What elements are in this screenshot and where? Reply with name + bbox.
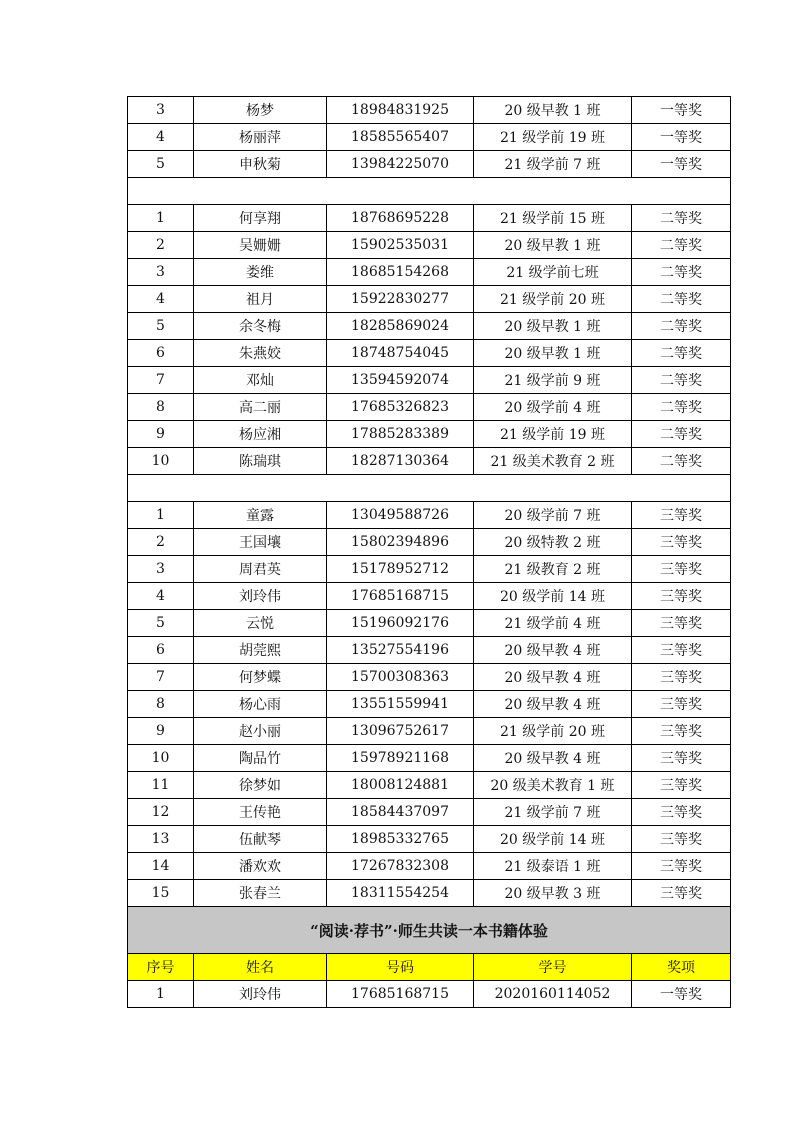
- cell-phone: 13096752617: [327, 718, 474, 745]
- table-row: [128, 718, 731, 745]
- table-row: [128, 826, 731, 853]
- table-row: [128, 502, 731, 529]
- table-row: [128, 664, 731, 691]
- cell-award: 二等奖: [632, 367, 731, 394]
- cell-name: 杨丽萍: [194, 124, 327, 151]
- blank-separator-row: [128, 178, 731, 205]
- cell-name: 邓灿: [194, 367, 327, 394]
- cell-award: 一等奖: [632, 124, 731, 151]
- cell-name: 胡莞熙: [194, 637, 327, 664]
- cell-award: 二等奖: [632, 205, 731, 232]
- cell-class: 21 级教育 2 班: [474, 556, 632, 583]
- table-row: [128, 313, 731, 340]
- cell-name: 张春兰: [194, 880, 327, 907]
- cell-award: 三等奖: [632, 610, 731, 637]
- award-table-body: [128, 97, 731, 1008]
- cell-award: 二等奖: [632, 340, 731, 367]
- cell-number: 12: [128, 799, 194, 826]
- cell-award: 二等奖: [632, 286, 731, 313]
- cell-number: 1: [128, 205, 194, 232]
- cell-number: 8: [128, 394, 194, 421]
- cell-phone: 15700308363: [327, 664, 474, 691]
- cell-class: 20 级学前 14 班: [474, 583, 632, 610]
- cell-number: 7: [128, 664, 194, 691]
- table-row: [128, 799, 731, 826]
- cell-number: 4: [128, 583, 194, 610]
- cell-phone: 17885283389: [327, 421, 474, 448]
- cell-award: 三等奖: [632, 691, 731, 718]
- table-row: [128, 529, 731, 556]
- cell-name: 刘玲伟: [194, 583, 327, 610]
- cell-name: 伍献琴: [194, 826, 327, 853]
- table-row: [128, 97, 731, 124]
- cell-name: 杨应湘: [194, 421, 327, 448]
- cell-phone: 17685168715: [327, 981, 474, 1008]
- cell-award: 三等奖: [632, 799, 731, 826]
- cell-phone: 15178952712: [327, 556, 474, 583]
- cell-number: 2: [128, 529, 194, 556]
- cell-phone: 18311554254: [327, 880, 474, 907]
- cell-award: 三等奖: [632, 556, 731, 583]
- cell-phone: 13551559941: [327, 691, 474, 718]
- table-row: [128, 880, 731, 907]
- cell-number: 6: [128, 637, 194, 664]
- cell-class: 20 级早教 3 班: [474, 880, 632, 907]
- cell-number: 3: [128, 97, 194, 124]
- cell-name: 赵小丽: [194, 718, 327, 745]
- table-row: [128, 556, 731, 583]
- cell-class: 20 级学前 4 班: [474, 394, 632, 421]
- table-row: [128, 394, 731, 421]
- cell-name: 陶品竹: [194, 745, 327, 772]
- cell-phone: 15802394896: [327, 529, 474, 556]
- cell-class: 20 级特教 2 班: [474, 529, 632, 556]
- cell-number: 15: [128, 880, 194, 907]
- cell-award: 二等奖: [632, 313, 731, 340]
- cell-phone: 15978921168: [327, 745, 474, 772]
- cell-award: 一等奖: [632, 151, 731, 178]
- cell-class: 21 级学前 7 班: [474, 799, 632, 826]
- table-row: [128, 232, 731, 259]
- cell-class: 20 级学前 7 班: [474, 502, 632, 529]
- cell-phone: 17685326823: [327, 394, 474, 421]
- cell-name: 杨梦: [194, 97, 327, 124]
- column-header: 序号: [128, 954, 194, 981]
- cell-name: 云悦: [194, 610, 327, 637]
- cell-class: 20 级早教 4 班: [474, 745, 632, 772]
- cell-phone: 17685168715: [327, 583, 474, 610]
- table-row: [128, 124, 731, 151]
- table-row: [128, 853, 731, 880]
- cell-number: 5: [128, 151, 194, 178]
- cell-award: 二等奖: [632, 448, 731, 475]
- cell-award: 三等奖: [632, 853, 731, 880]
- cell-phone: 13527554196: [327, 637, 474, 664]
- section-title-row: [128, 907, 731, 954]
- table-row: [128, 340, 731, 367]
- table-row: [128, 745, 731, 772]
- section-title: “阅读·荐书”·师生共读一本书籍体验: [128, 907, 731, 954]
- cell-class: 21 级学前 19 班: [474, 421, 632, 448]
- cell-name: 陈瑞琪: [194, 448, 327, 475]
- cell-award: 三等奖: [632, 718, 731, 745]
- cell-number: 6: [128, 340, 194, 367]
- cell-phone: 15196092176: [327, 610, 474, 637]
- cell-class: 20 级美术教育 1 班: [474, 772, 632, 799]
- cell-number: 5: [128, 610, 194, 637]
- cell-award: 三等奖: [632, 502, 731, 529]
- cell-award: 二等奖: [632, 259, 731, 286]
- cell-number: 4: [128, 124, 194, 151]
- column-header: 奖项: [632, 954, 731, 981]
- cell-award: 三等奖: [632, 637, 731, 664]
- cell-phone: 18985332765: [327, 826, 474, 853]
- cell-name: 高二丽: [194, 394, 327, 421]
- blank-cell: [128, 475, 731, 502]
- cell-number: 10: [128, 745, 194, 772]
- cell-phone: 18984831925: [327, 97, 474, 124]
- cell-phone: 18685154268: [327, 259, 474, 286]
- cell-name: 周君英: [194, 556, 327, 583]
- cell-class: 2020160114052: [474, 981, 632, 1008]
- cell-number: 7: [128, 367, 194, 394]
- cell-phone: 15922830277: [327, 286, 474, 313]
- cell-class: 20 级学前 14 班: [474, 826, 632, 853]
- cell-phone: 18285869024: [327, 313, 474, 340]
- cell-class: 21 级美术教育 2 班: [474, 448, 632, 475]
- cell-name: 潘欢欢: [194, 853, 327, 880]
- cell-name: 王传艳: [194, 799, 327, 826]
- table-row: [128, 583, 731, 610]
- cell-phone: 18287130364: [327, 448, 474, 475]
- table-row: [128, 205, 731, 232]
- cell-name: 祖月: [194, 286, 327, 313]
- cell-class: 20 级早教 1 班: [474, 97, 632, 124]
- table-row: [128, 421, 731, 448]
- cell-phone: 18748754045: [327, 340, 474, 367]
- cell-class: 21 级学前 15 班: [474, 205, 632, 232]
- cell-name: 杨心雨: [194, 691, 327, 718]
- cell-phone: 13594592074: [327, 367, 474, 394]
- table-row: [128, 151, 731, 178]
- cell-name: 何梦蝶: [194, 664, 327, 691]
- cell-number: 3: [128, 556, 194, 583]
- cell-award: 三等奖: [632, 664, 731, 691]
- cell-name: 余冬梅: [194, 313, 327, 340]
- cell-number: 1: [128, 981, 194, 1008]
- table-row: [128, 691, 731, 718]
- cell-class: 20 级早教 4 班: [474, 664, 632, 691]
- award-table: [127, 96, 731, 1008]
- table-row: [128, 772, 731, 799]
- cell-class: 21 级学前 4 班: [474, 610, 632, 637]
- cell-class: 20 级早教 1 班: [474, 232, 632, 259]
- cell-class: 21 级学前 20 班: [474, 718, 632, 745]
- cell-name: 何享翔: [194, 205, 327, 232]
- table-row: [128, 981, 731, 1008]
- cell-class: 21 级泰语 1 班: [474, 853, 632, 880]
- cell-phone: 13049588726: [327, 502, 474, 529]
- cell-award: 二等奖: [632, 394, 731, 421]
- cell-number: 4: [128, 286, 194, 313]
- cell-award: 二等奖: [632, 232, 731, 259]
- column-header: 姓名: [194, 954, 327, 981]
- cell-award: 三等奖: [632, 529, 731, 556]
- cell-award: 三等奖: [632, 880, 731, 907]
- cell-class: 21 级学前 9 班: [474, 367, 632, 394]
- cell-award: 三等奖: [632, 745, 731, 772]
- column-header: 号码: [327, 954, 474, 981]
- cell-number: 3: [128, 259, 194, 286]
- cell-class: 20 级早教 4 班: [474, 637, 632, 664]
- cell-award: 三等奖: [632, 583, 731, 610]
- cell-award: 二等奖: [632, 421, 731, 448]
- cell-award: 一等奖: [632, 981, 731, 1008]
- cell-class: 20 级早教 4 班: [474, 691, 632, 718]
- table-row: [128, 637, 731, 664]
- cell-number: 14: [128, 853, 194, 880]
- cell-name: 刘玲伟: [194, 981, 327, 1008]
- cell-number: 9: [128, 421, 194, 448]
- table-row: [128, 610, 731, 637]
- cell-class: 21 级学前 7 班: [474, 151, 632, 178]
- cell-number: 5: [128, 313, 194, 340]
- cell-name: 娄维: [194, 259, 327, 286]
- cell-award: 三等奖: [632, 826, 731, 853]
- cell-class: 20 级早教 1 班: [474, 340, 632, 367]
- cell-phone: 18008124881: [327, 772, 474, 799]
- cell-award: 三等奖: [632, 772, 731, 799]
- cell-class: 21 级学前七班: [474, 259, 632, 286]
- cell-class: 21 级学前 19 班: [474, 124, 632, 151]
- cell-name: 朱燕姣: [194, 340, 327, 367]
- cell-name: 吴姗姗: [194, 232, 327, 259]
- cell-phone: 18768695228: [327, 205, 474, 232]
- cell-phone: 15902535031: [327, 232, 474, 259]
- cell-number: 9: [128, 718, 194, 745]
- cell-class: 21 级学前 20 班: [474, 286, 632, 313]
- table-row: [128, 367, 731, 394]
- cell-class: 20 级早教 1 班: [474, 313, 632, 340]
- cell-phone: 17267832308: [327, 853, 474, 880]
- cell-phone: 18584437097: [327, 799, 474, 826]
- cell-number: 11: [128, 772, 194, 799]
- cell-name: 童露: [194, 502, 327, 529]
- cell-number: 2: [128, 232, 194, 259]
- cell-award: 一等奖: [632, 97, 731, 124]
- cell-number: 1: [128, 502, 194, 529]
- column-header: 学号: [474, 954, 632, 981]
- cell-name: 王国壤: [194, 529, 327, 556]
- cell-number: 13: [128, 826, 194, 853]
- table-row: [128, 286, 731, 313]
- table-row: [128, 448, 731, 475]
- table-row: [128, 259, 731, 286]
- header-row: [128, 954, 731, 981]
- cell-number: 10: [128, 448, 194, 475]
- cell-name: 徐梦如: [194, 772, 327, 799]
- cell-phone: 13984225070: [327, 151, 474, 178]
- cell-phone: 18585565407: [327, 124, 474, 151]
- blank-cell: [128, 178, 731, 205]
- cell-number: 8: [128, 691, 194, 718]
- blank-separator-row: [128, 475, 731, 502]
- cell-name: 申秋菊: [194, 151, 327, 178]
